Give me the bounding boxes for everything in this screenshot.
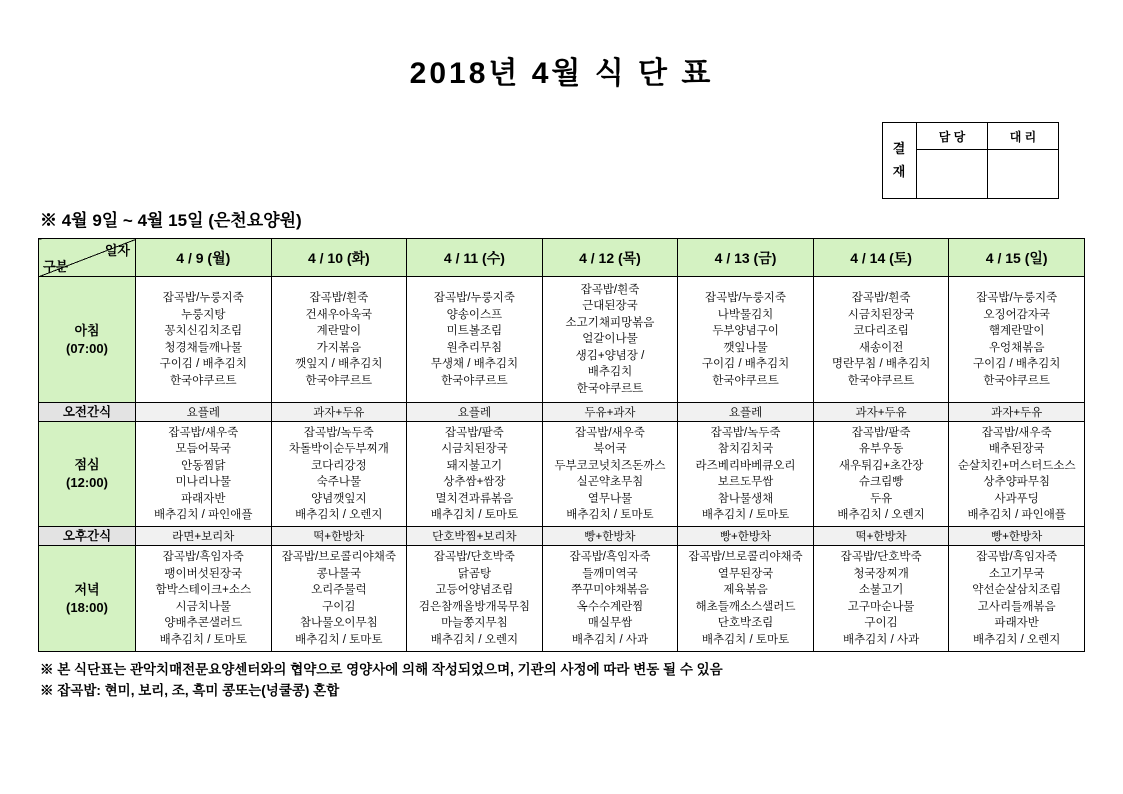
menu-line: 옥수수계란찜	[576, 600, 644, 613]
date-header: 4 / 9 (월)	[136, 239, 272, 277]
page-title: 2018년 4월 식 단 표	[409, 57, 714, 90]
corner-category-label: 구분	[43, 259, 69, 274]
meal-name: 저녁	[74, 581, 100, 597]
menu-line: 배추김치 / 토마토	[295, 633, 383, 646]
menu-line: 고사리들깨볶음	[977, 600, 1056, 613]
menu-line: 깻잎지 / 배추김치	[295, 358, 383, 370]
date-header: 4 / 12 (목)	[542, 239, 678, 277]
meal-row-label	[39, 277, 136, 403]
menu-cell	[407, 277, 543, 403]
menu-line: 우엉채볶음	[988, 341, 1045, 354]
menu-line: 열무나물	[587, 492, 633, 505]
menu-line: 잡곡밥/단호박죽	[433, 551, 515, 563]
menu-line: 배추김치 / 오렌지	[837, 509, 925, 521]
snack-cell: 요플레	[136, 403, 272, 422]
menu-line: 검은참깨올방개묵무침	[418, 600, 530, 613]
menu-line: 배추김치 / 사과	[842, 633, 920, 646]
menu-line: 파래자반	[994, 617, 1039, 629]
menu-line: 잡곡밥/새우죽	[575, 426, 645, 439]
snack-cell: 과자+두유	[271, 403, 407, 422]
menu-line: 미트볼조림	[446, 325, 503, 337]
meal-time: (07:00)	[66, 340, 108, 356]
menu-line: 한국야쿠르트	[305, 374, 373, 387]
menu-line: 마늘쫑지무침	[441, 617, 508, 629]
menu-line: 배추김치 / 오렌지	[973, 633, 1061, 646]
menu-line: 잡곡밥/누룽지죽	[433, 292, 515, 304]
menu-line: 오리주물럭	[311, 584, 367, 596]
date-header: 4 / 11 (수)	[407, 239, 543, 277]
menu-line: 팽이버섯된장국	[164, 567, 243, 580]
menu-line: 상추쌈+쌈장	[443, 476, 506, 488]
menu-cell	[407, 422, 543, 527]
menu-line: 잡곡밥/흑임자죽	[569, 551, 651, 563]
menu-line: 양념깻잎지	[311, 492, 367, 505]
snack-cell: 과자+두유	[813, 403, 949, 422]
menu-line: 배추김치 / 토마토	[159, 633, 247, 646]
menu-line: 한국야쿠르트	[847, 374, 915, 387]
menu-line: 새우튀김+초간장	[838, 459, 924, 472]
menu-line: 새송이전	[858, 341, 904, 354]
menu-line: 햄계란말이	[988, 325, 1045, 337]
menu-line: 안동찜닭	[181, 459, 226, 472]
menu-line: 생김+양념장 /	[575, 349, 645, 362]
snack-cell: 떡+한방차	[271, 527, 407, 546]
menu-line: 청경채들깨나물	[164, 341, 243, 354]
menu-cell	[949, 422, 1085, 527]
menu-line: 실곤약초무침	[576, 476, 644, 488]
menu-line: 약선순살삼치조림	[972, 584, 1062, 596]
date-header: 4 / 13 (금)	[678, 239, 814, 277]
menu-line: 양송이스프	[446, 308, 503, 321]
snack-row-label: 오후간식	[39, 527, 136, 546]
approval-table	[882, 122, 1059, 199]
date-header: 4 / 15 (일)	[949, 239, 1085, 277]
menu-line: 구이김	[864, 617, 898, 629]
menu-line: 배추김치 / 토마토	[430, 509, 519, 521]
menu-cell	[678, 277, 814, 403]
menu-cell	[542, 546, 678, 652]
menu-line: 돼지불고기	[446, 459, 503, 472]
menu-cell	[949, 277, 1085, 403]
meal-time: (12:00)	[66, 475, 108, 490]
menu-line: 근대된장국	[582, 300, 638, 313]
approval-col-deputy: 대 리	[988, 123, 1059, 150]
menu-line: 단호박조림	[717, 617, 774, 629]
menu-line: 잡곡밥/단호박죽	[840, 551, 922, 563]
menu-line: 구이김 / 배추김치	[701, 358, 790, 370]
menu-line: 고구마순나물	[847, 600, 915, 613]
menu-line: 쭈꾸미야채볶음	[571, 584, 649, 596]
approval-col-manager: 담 당	[917, 123, 988, 150]
menu-line: 오징어감자국	[983, 308, 1051, 321]
menu-line: 잡곡밥/새우죽	[981, 426, 1052, 439]
menu-line: 배추김치 / 사과	[571, 633, 649, 646]
menu-cell	[136, 422, 272, 527]
menu-line: 보르도무쌈	[717, 476, 774, 488]
menu-line: 두부양념구이	[712, 325, 779, 337]
meal-name: 점심	[74, 457, 100, 473]
menu-line: 계란말이	[316, 325, 362, 337]
menu-line: 잡곡밥/흰죽	[309, 292, 369, 304]
meal-row-label	[39, 546, 136, 652]
menu-line: 라즈베리바베큐오리	[695, 459, 796, 472]
menu-line: 시금치된장국	[441, 443, 508, 455]
approval-stamp-label: 결재	[883, 123, 917, 199]
menu-line: 배추김치 / 토마토	[566, 509, 654, 521]
menu-line: 시금치된장국	[847, 308, 915, 321]
snack-cell: 빵+한방차	[949, 527, 1085, 546]
footnote-line: ※ 잡곡밥: 현미, 보리, 조, 흑미 콩또는(넝쿨콩) 혼합	[40, 683, 340, 698]
menu-line: 소고기채피망볶음	[565, 316, 655, 329]
menu-line: 배추김치 / 토마토	[701, 633, 790, 646]
menu-line: 함박스테이크+소스	[155, 584, 252, 596]
menu-line: 무생채 / 배추김치	[430, 358, 519, 370]
menu-line: 북어국	[593, 443, 627, 455]
menu-line: 잡곡밥/흑임자죽	[976, 551, 1058, 563]
menu-line: 한국야쿠르트	[169, 374, 237, 387]
corner-cell	[39, 239, 136, 277]
snack-cell: 단호박찜+보리차	[407, 527, 543, 546]
meal-name: 아침	[74, 322, 100, 338]
menu-line: 미나리나물	[175, 476, 232, 488]
menu-cell	[678, 546, 814, 652]
approval-sign-cell	[917, 150, 988, 199]
menu-line: 유부우동	[858, 443, 904, 455]
meal-time: (18:00)	[66, 599, 108, 615]
snack-cell: 빵+한방차	[678, 527, 814, 546]
menu-line: 매실무쌈	[587, 617, 633, 629]
corner-date-label: 일자	[104, 243, 130, 258]
menu-table	[38, 238, 1085, 652]
menu-line: 코다리조림	[853, 325, 909, 337]
menu-line: 잡곡밥/누룽지죽	[162, 292, 244, 304]
menu-line: 닭곰탕	[457, 567, 492, 580]
menu-cell	[407, 546, 543, 652]
date-header: 4 / 10 (화)	[271, 239, 407, 277]
menu-line: 해초들깨소스샐러드	[695, 600, 796, 613]
menu-line: 시금치나물	[175, 600, 232, 613]
menu-line: 구이김 / 배추김치	[973, 358, 1061, 370]
menu-line: 명란무침 / 배추김치	[831, 358, 931, 370]
menu-line: 잡곡밥/흰죽	[851, 292, 911, 304]
menu-line: 한국야쿠르트	[441, 374, 508, 387]
menu-line: 두부코코넛치즈돈까스	[554, 459, 666, 472]
menu-cell	[678, 422, 814, 527]
menu-line: 잡곡밥/누룽지죽	[976, 292, 1058, 304]
menu-line: 고등어양념조림	[435, 584, 514, 596]
menu-line: 잡곡밥/팥죽	[445, 426, 504, 439]
menu-line: 순살치킨+머스터드소스	[957, 459, 1076, 472]
approval-sign-cell	[988, 150, 1059, 199]
menu-line: 잡곡밥/흑임자죽	[162, 551, 244, 563]
menu-line: 파래자반	[181, 492, 226, 505]
menu-line: 잡곡밥/새우죽	[168, 426, 239, 439]
menu-line: 콩나물국	[316, 567, 362, 580]
menu-line: 배추된장국	[988, 443, 1045, 455]
menu-cell	[136, 277, 272, 403]
menu-line: 소고기무국	[988, 567, 1045, 580]
menu-line: 잡곡밥/흰죽	[580, 283, 640, 296]
menu-line: 제육볶음	[723, 584, 768, 596]
snack-cell: 요플레	[678, 403, 814, 422]
menu-line: 잡곡밥/브로콜리야채죽	[688, 551, 803, 563]
menu-cell	[949, 546, 1085, 652]
snack-row-label: 오전간식	[39, 403, 136, 422]
menu-cell	[813, 546, 949, 652]
menu-line: 슈크림빵	[858, 476, 904, 488]
snack-cell: 빵+한방차	[542, 527, 678, 546]
snack-cell: 라면+보리차	[136, 527, 272, 546]
menu-line: 한국야쿠르트	[712, 374, 779, 387]
menu-line: 꽁치신김치조림	[164, 325, 243, 337]
menu-line: 소불고기	[858, 584, 904, 596]
menu-line: 숙주나물	[316, 476, 362, 488]
date-header: 4 / 14 (토)	[813, 239, 949, 277]
menu-line: 차돌박이순두부찌개	[288, 443, 389, 455]
menu-cell	[271, 277, 407, 403]
menu-cell	[542, 277, 678, 403]
menu-line: 배추김치 / 파인애플	[154, 509, 253, 521]
menu-line: 건새우아욱국	[305, 308, 373, 321]
menu-line: 상추양파무침	[983, 476, 1051, 488]
menu-line: 들깨미역국	[582, 567, 638, 580]
menu-line: 깻잎나물	[723, 341, 768, 354]
menu-line: 배추김치 / 토마토	[701, 509, 790, 521]
menu-line: 잡곡밥/녹두죽	[303, 426, 374, 439]
snack-cell: 요플레	[407, 403, 543, 422]
menu-line: 잡곡밥/팥죽	[851, 426, 911, 439]
menu-line: 배추김치	[587, 366, 633, 379]
week-range-subtitle: ※ 4월 9일 ~ 4월 15일 (은천요양원)	[40, 211, 302, 230]
menu-line: 배추김치 / 파인애플	[967, 509, 1066, 521]
menu-line: 참치김치국	[717, 443, 774, 455]
menu-line: 누룽지탕	[181, 308, 226, 321]
menu-cell	[271, 422, 407, 527]
menu-cell	[813, 422, 949, 527]
menu-line: 열무된장국	[717, 567, 774, 580]
menu-line: 원추리무침	[446, 341, 503, 354]
menu-line: 한국야쿠르트	[576, 382, 644, 395]
menu-line: 잡곡밥/브로콜리야채죽	[281, 551, 396, 563]
menu-line: 두유	[869, 492, 893, 505]
menu-line: 가지볶음	[316, 341, 362, 354]
menu-cell	[271, 546, 407, 652]
menu-line: 얼갈이나물	[582, 333, 638, 346]
menu-line: 양배추콘샐러드	[164, 617, 243, 629]
menu-line: 구이김	[322, 600, 356, 613]
menu-cell	[813, 277, 949, 403]
menu-line: 배추김치 / 오렌지	[430, 633, 519, 646]
menu-line: 배추김치 / 오렌지	[295, 509, 383, 521]
snack-cell: 떡+한방차	[813, 527, 949, 546]
menu-cell	[542, 422, 678, 527]
menu-line: 구이김 / 배추김치	[159, 358, 247, 370]
menu-line: 사과푸딩	[994, 492, 1039, 505]
menu-line: 참나물오이무침	[299, 617, 378, 629]
menu-line: 모듬어묵국	[175, 443, 232, 455]
snack-cell: 두유+과자	[542, 403, 678, 422]
menu-line: 청국장찌개	[853, 567, 909, 580]
menu-line: 한국야쿠르트	[983, 374, 1051, 387]
menu-cell	[136, 546, 272, 652]
menu-line: 나박물김치	[717, 308, 774, 321]
snack-cell: 과자+두유	[949, 403, 1085, 422]
footnote-line: ※ 본 식단표는 관악치매전문요양센터와의 협약으로 영양사에 의해 작성되었으며, 기관의 사정에 따라 변동 될 수 있음	[40, 662, 723, 677]
menu-line: 코다리강정	[311, 459, 367, 472]
menu-line: 참나물생채	[717, 492, 774, 505]
meal-row-label	[39, 422, 136, 527]
footnotes	[40, 659, 1123, 701]
menu-line: 잡곡밥/누룽지죽	[705, 292, 787, 304]
menu-line: 멸치견과류볶음	[435, 492, 514, 505]
menu-line: 잡곡밥/녹두죽	[710, 426, 781, 439]
